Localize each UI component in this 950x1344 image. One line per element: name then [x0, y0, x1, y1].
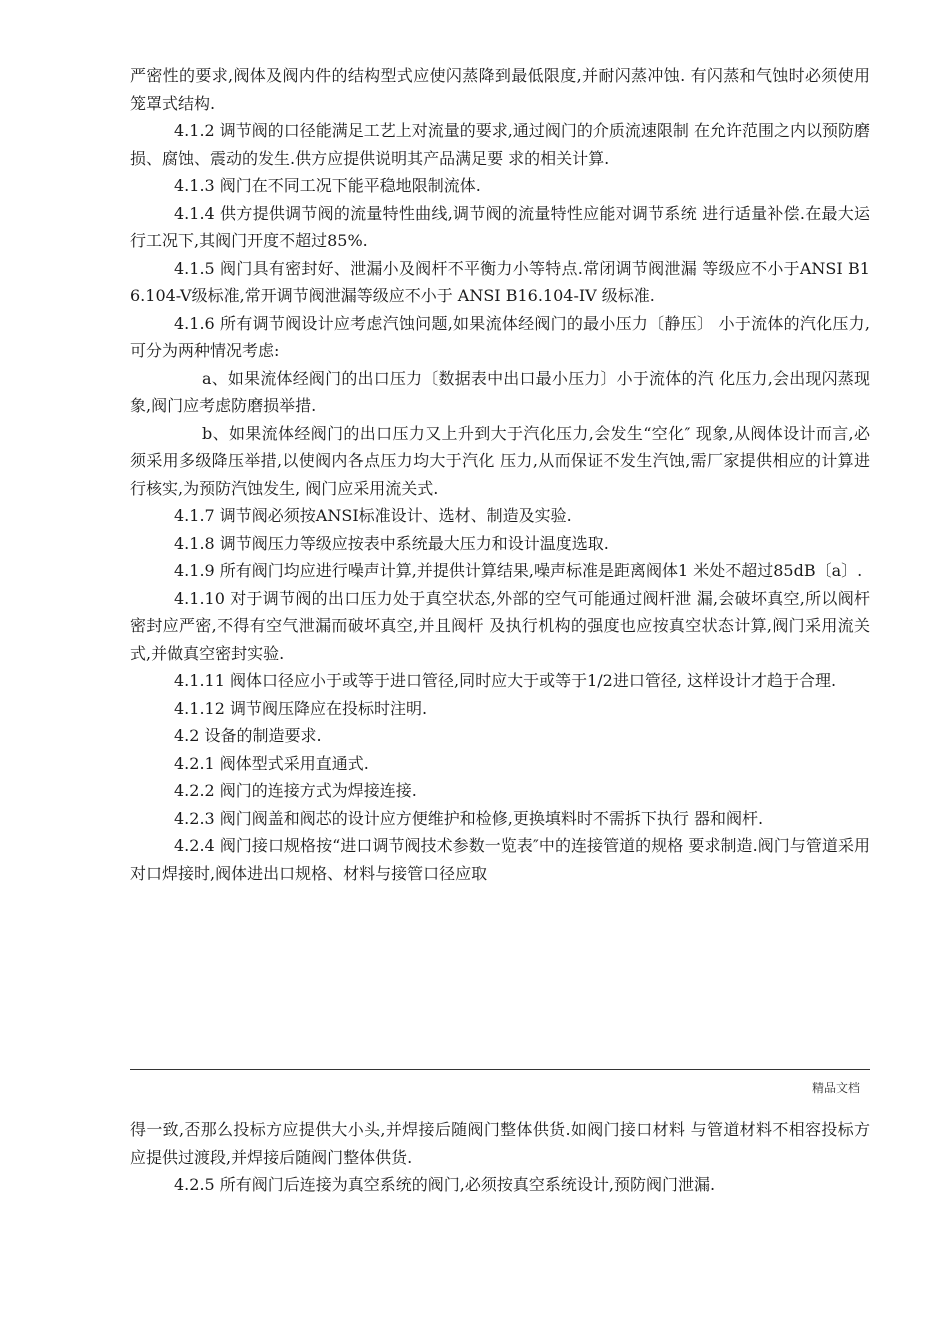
paragraph-4-1-8: 4.1.8 调节阀压力等级应按表中系统最大压力和设计温度选取. — [174, 533, 609, 553]
paragraph-4-2-2: 4.2.2 阀门的连接方式为焊接连接. — [174, 781, 417, 800]
paragraph: 严密性的要求,阀体及阀内件的结构型式应使闪蒸降到最低限度,并耐闪蒸冲蚀. 有闪蒸和气蚀时必须使用笼罩式结构. — [130, 66, 870, 113]
page-1-body — [130, 62, 870, 887]
paragraph-4-1-10: 4.1.10 对于调节阀的出口压力处于真空状态,外部的空气可能通过阀杆泄 漏,会破坏真空,所以阀杆密封应严密,不得有空气泄漏而破坏真空,并且阀杆 及执行机构的强度也应按真空状态计算,阀门采用流关式,并做真空密封实验. — [130, 588, 870, 663]
paragraph-4-2-1: 4.2.1 阀体型式采用直通式. — [174, 753, 369, 773]
paragraph-case-b: b、如果流体经阀门的出口压力又上升到大于汽化压力,会发生“空化″ 现象,从阀体设计而言,必须采用多级降压举措,以使阀内各点压力均大于汽化 压力,从而保证不发生汽蚀,需厂家提供相应的计算进行核实,为预防汽蚀发生, 阀门应采用流关式. — [130, 423, 870, 498]
paragraph-4-1-11: 4.1.11 阀体口径应小于或等于进口管径,同时应大于或等于1/2进口管径, 这样设计才趋于合理. — [174, 671, 837, 690]
paragraph-4-1-2: 4.1.2 调节阀的口径能满足工艺上对流量的要求,通过阀门的介质流速限制 在允许范围之内以预防磨损、腐蚀、震动的发生.供方应提供说明其产品满足要 求的相关计算. — [130, 121, 870, 168]
paragraph-4-1-7: 4.1.7 调节阀必须按ANSI标准设计、选材、制造及实验. — [174, 506, 572, 525]
heading-4-2: 4.2 设备的制造要求. — [174, 726, 322, 745]
page-2-body — [130, 1116, 870, 1199]
footer-label: 精品文档 — [811, 1081, 860, 1095]
paragraph-4-1-3: 4.1.3 阀门在不同工况下能平稳地限制流体. — [174, 176, 481, 195]
paragraph-4-1-6: 4.1.6 所有调节阀设计应考虑汽蚀问题,如果流体经阀门的最小压力〔静压〕 小于流体的汽化压力,可分为两种情况考虑: — [130, 313, 870, 360]
footer-divider — [130, 1069, 870, 1070]
paragraph-case-a: a、如果流体经阀门的出口压力〔数据表中出口最小压力〕小于流体的汽 化压力,会出现闪蒸现象,阀门应考虑防磨损举措. — [130, 368, 870, 415]
paragraph-4-1-9: 4.1.9 所有阀门均应进行噪声计算,并提供计算结果,噪声标准是距离阀体1 米处不超过85dB〔a〕. — [174, 561, 863, 580]
paragraph-continued: 得一致,否那么投标方应提供大小头,并焊接后随阀门整体供货.如阀门接口材料 与管道材料不相容投标方应提供过渡段,并焊接后随阀门整体供货. — [130, 1120, 870, 1167]
paragraph-4-2-3: 4.2.3 阀门阀盖和阀芯的设计应方便维护和检修,更换填料时不需拆下执行 器和阀杆. — [174, 808, 764, 828]
paragraph-4-1-5: 4.1.5 阀门具有密封好、泄漏小及阀杆不平衡力小等特点.常闭调节阀泄漏 等级应不小于ANSI B16.104-V级标准,常开调节阀泄漏等级应不小于 ANSI B16.104-IV 级标准. — [130, 258, 870, 305]
paragraph-4-2-4: 4.2.4 阀门接口规格按“进口调节阀技术参数一览表″中的连接管道的规格 要求制造.阀门与管道采用对口焊接时,阀体进出口规格、材料与接管口径应取 — [130, 836, 870, 883]
paragraph-4-1-12: 4.1.12 调节阀压降应在投标时注明. — [174, 698, 428, 718]
paragraph-4-2-5: 4.2.5 所有阀门后连接为真空系统的阀门,必须按真空系统设计,预防阀门泄漏. — [174, 1175, 716, 1194]
paragraph-4-1-4: 4.1.4 供方提供调节阀的流量特性曲线,调节阀的流量特性应能对调节系统 进行适量补偿.在最大运行工况下,其阀门开度不超过85%. — [130, 203, 870, 250]
